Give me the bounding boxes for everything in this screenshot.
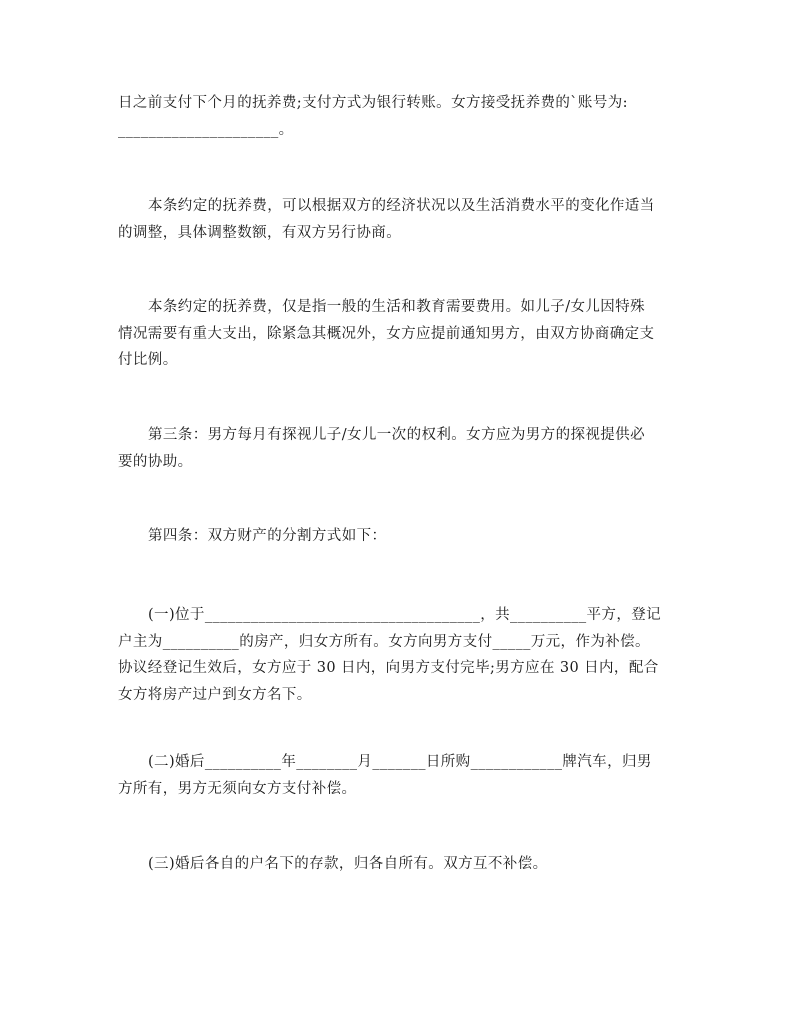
text-line: 日之前支付下个月的抚养费;支付方式为银行转账。女方接受抚养费的`账号为:	[118, 95, 628, 111]
text-line: _____________________。	[118, 121, 294, 138]
paragraph-article-four	[118, 523, 683, 550]
text-line: 女方将房产过户到女方名下。	[118, 686, 312, 703]
paragraph-adjustment	[118, 193, 683, 246]
text-line: 协议经登记生效后，女方应于 30 日内，向男方支付完毕;男方应在 30 日内，配合	[118, 660, 659, 676]
text-line: (一)位于____________________________________，共__________平方，登记	[148, 607, 662, 623]
text-line: (二)婚后__________年________月_______日所购____________牌汽车，归男	[148, 754, 652, 770]
text-line: 要的协助。	[118, 453, 193, 470]
text-line: 本条约定的抚养费，仅是指一般的生活和教育需要费用。如儿子/女儿因特殊	[148, 299, 645, 315]
paragraph-property-car	[118, 749, 683, 802]
paragraph-article-three	[118, 422, 683, 475]
paragraph-payment-account	[118, 90, 683, 143]
paragraph-property-house	[118, 602, 683, 708]
text-line: 的调整，具体调整数额，有双方另行协商。	[118, 224, 402, 241]
text-line: (三)婚后各自的户名下的存款，归各自所有。双方互不补偿。	[148, 856, 548, 872]
text-line: 第三条：男方每月有探视儿子/女儿一次的权利。女方应为男方的探视提供必	[148, 427, 645, 443]
text-line: 情况需要有重大支出，除紧急其概况外，女方应提前通知男方，由双方协商确定支	[118, 325, 655, 342]
text-line: 本条约定的抚养费，可以根据双方的经济状况以及生活消费水平的变化作适当	[148, 198, 655, 214]
paragraph-special-expenses	[118, 294, 683, 374]
text-line: 付比例。	[118, 352, 178, 368]
text-line: 第四条：双方财产的分割方式如下：	[148, 528, 387, 544]
text-line: 户主为__________的房产，归女方所有。女方向男方支付_____万元，作为补偿。	[118, 633, 650, 650]
paragraph-property-savings	[118, 851, 683, 878]
text-line: 方所有，男方无须向女方支付补偿。	[118, 780, 357, 797]
